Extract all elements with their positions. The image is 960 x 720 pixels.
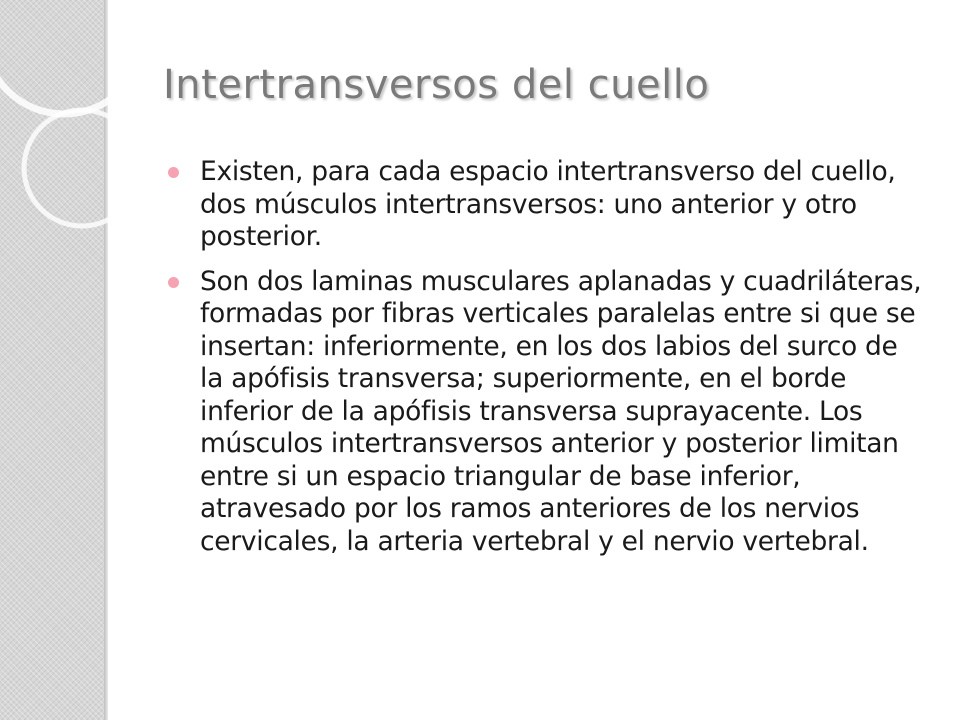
bullet-item-1 <box>168 156 928 254</box>
bullet-dot-icon <box>168 277 179 288</box>
bullet-text-1: Existen, para cada espacio intertransverso del cuello, dos músculos intertransversos: uno anterior y otro posterior. <box>200 156 896 252</box>
bullet-list <box>168 156 928 570</box>
decor-circle-small <box>24 110 140 226</box>
bullet-text-2: Son dos laminas musculares aplanadas y cuadriláteras, formadas por fibras verticales paralelas entre si que se insertan: inferiormente, en los dos labios del surco de la apófisis transversa; superiormente, en el borde inferior de la apófisis transversa suprayacente. Los músculos intertransversos anterior y posterior limitan entre si un espacio triangular de base inferior, atravesado por los ramos anteriores de los nervios cervicales, la arteria vertebral y el nervio vertebral. <box>200 265 922 557</box>
bullet-dot-icon <box>168 167 179 178</box>
slide-title: Intertransversos del cuello <box>163 62 710 108</box>
decor-circle-large <box>0 0 144 114</box>
bullet-item-2 <box>168 266 928 559</box>
